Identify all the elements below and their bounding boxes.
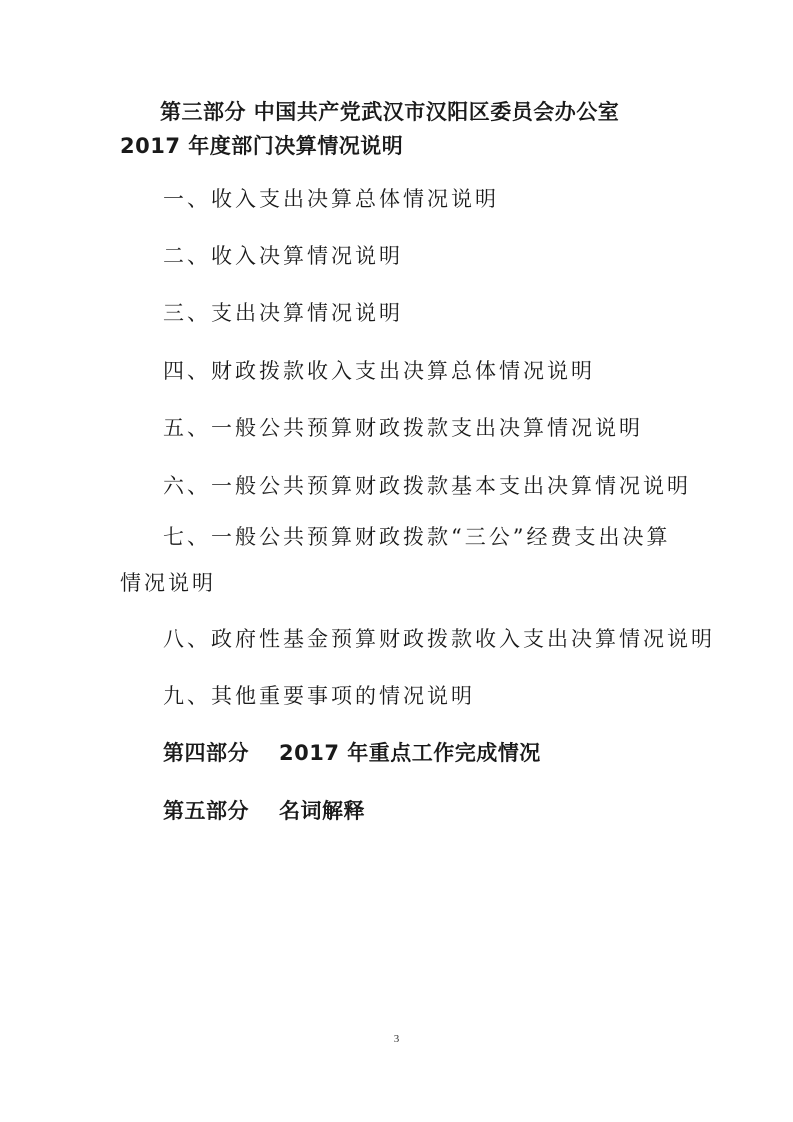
item-8: 八、政府性基金预算财政拨款收入支出决算情况说明 <box>163 627 715 651</box>
item-1: 一、收入支出决算总体情况说明 <box>163 187 499 211</box>
item-6: 六、一般公共预算财政拨款基本支出决算情况说明 <box>163 474 691 498</box>
section5-label: 第五部分 <box>163 799 249 823</box>
item-3: 三、支出决算情况说明 <box>163 301 403 325</box>
item-5: 五、一般公共预算财政拨款支出决算情况说明 <box>163 416 643 440</box>
item-9: 九、其他重要事项的情况说明 <box>163 684 475 708</box>
section3-title-line1: 第三部分 中国共产党武汉市汉阳区委员会办公室 <box>160 100 620 124</box>
page-number: 3 <box>393 1033 400 1045</box>
section4-label: 第四部分 <box>163 741 249 765</box>
section5-title: 名词解释 <box>279 799 365 823</box>
item-4: 四、财政拨款收入支出决算总体情况说明 <box>163 359 595 383</box>
section3-title-line2: 2017 年度部门决算情况说明 <box>120 134 404 158</box>
section4-heading <box>163 737 541 767</box>
item-7: 七、一般公共预算财政拨款“三公”经费支出决算情况说明 <box>120 525 671 595</box>
section5-heading <box>163 795 365 825</box>
section4-title: 2017 年重点工作完成情况 <box>279 741 541 765</box>
item-2: 二、收入决算情况说明 <box>163 244 403 268</box>
